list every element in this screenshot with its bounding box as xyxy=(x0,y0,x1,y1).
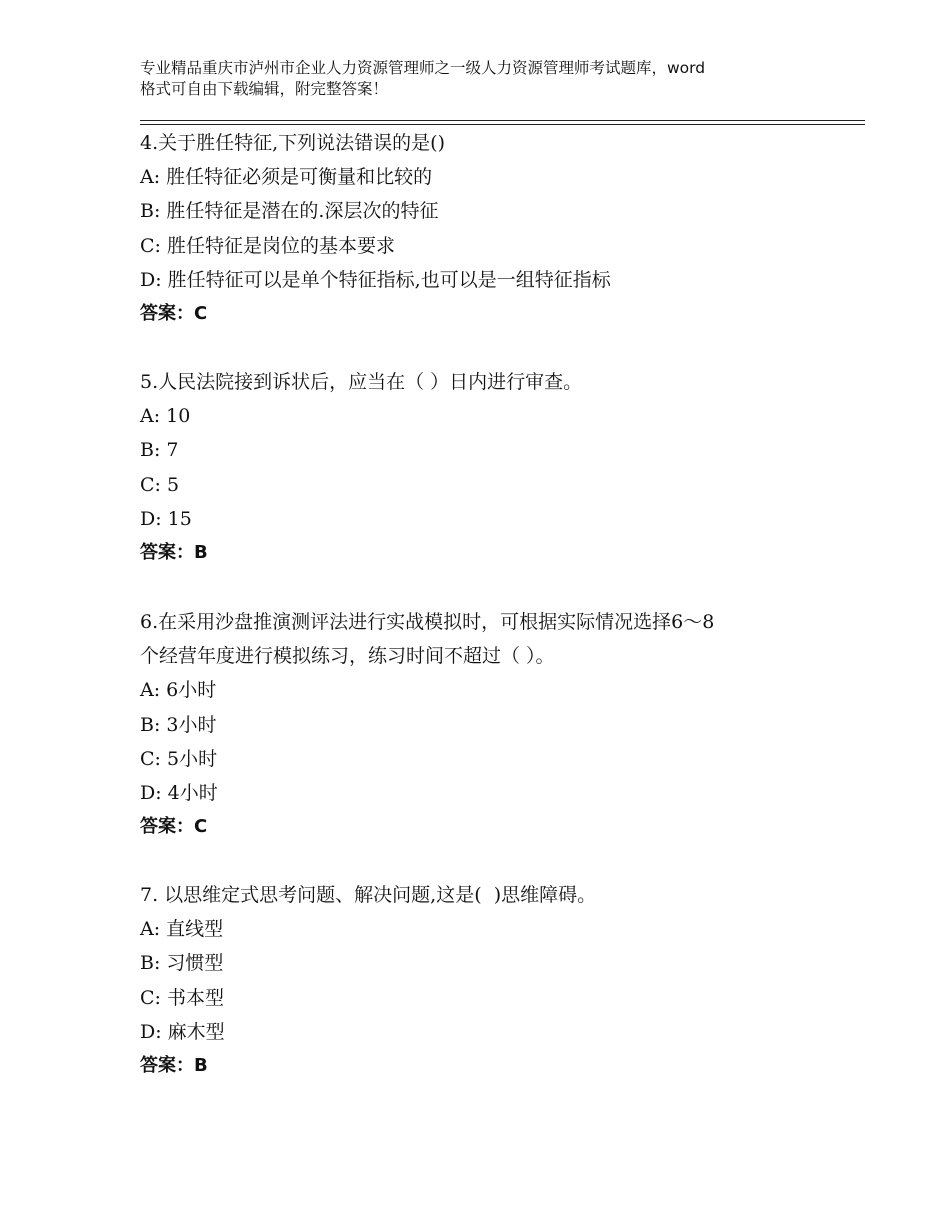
answer: 答案：B xyxy=(140,542,208,564)
question-5 xyxy=(140,365,820,570)
header-line-2: 格式可自由下载编辑，附完整答案！ xyxy=(140,80,389,98)
option-b: B: 习惯型 xyxy=(140,952,224,975)
option-b: B: 3小时 xyxy=(140,713,217,736)
question-stem: 4.关于胜任特征,下列说法错误的是() xyxy=(140,132,445,154)
option-a: A: 6小时 xyxy=(140,679,217,702)
option-d: D: 胜任特征可以是单个特征指标,也可以是一组特征指标 xyxy=(140,268,611,291)
header-divider-top xyxy=(140,120,865,121)
answer: 答案：C xyxy=(140,303,208,325)
question-stem-line-2: 个经营年度进行模拟练习，练习时间不超过（ ）。 xyxy=(140,645,555,668)
question-stem: 5.人民法院接到诉状后，应当在（ ）日内进行审查。 xyxy=(140,371,583,393)
question-stem-line-1: 6.在采用沙盘推演测评法进行实战模拟时，可根据实际情况选择6～8 xyxy=(140,611,715,633)
option-b: B: 7 xyxy=(140,439,179,462)
option-d: D: 麻木型 xyxy=(140,1020,225,1043)
option-d: D: 4小时 xyxy=(140,782,218,805)
option-a: A: 直线型 xyxy=(140,918,224,941)
header-line-1: 专业精品重庆市泸州市企业人力资源管理师之一级人力资源管理师考试题库，word xyxy=(140,59,706,77)
option-c: C: 书本型 xyxy=(140,986,224,1009)
document-header xyxy=(140,58,840,100)
question-4 xyxy=(140,126,820,331)
option-d: D: 15 xyxy=(140,507,192,530)
option-c: C: 胜任特征是岗位的基本要求 xyxy=(140,234,395,257)
option-a: A: 10 xyxy=(140,405,191,428)
question-6 xyxy=(140,605,820,844)
option-c: C: 5 xyxy=(140,473,180,496)
header-divider-bottom xyxy=(140,124,865,125)
option-a: A: 胜任特征必须是可衡量和比较的 xyxy=(140,166,433,189)
question-stem: 7. 以思维定式思考问题、解决问题,这是( )思维障碍。 xyxy=(140,884,597,906)
question-7 xyxy=(140,878,820,1083)
option-b: B: 胜任特征是潜在的.深层次的特征 xyxy=(140,200,439,223)
option-c: C: 5小时 xyxy=(140,747,218,770)
answer: 答案：B xyxy=(140,1055,208,1077)
answer: 答案：C xyxy=(140,816,208,838)
